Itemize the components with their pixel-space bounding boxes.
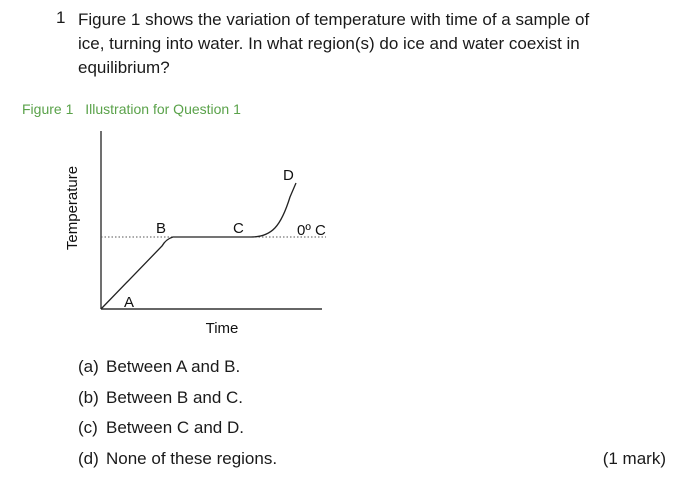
point-label-b: B (156, 220, 167, 237)
figure-caption-text: Illustration for Question 1 (85, 101, 241, 117)
question-number: 1 (56, 8, 66, 27)
option-b-text: Between B and C. (106, 388, 244, 407)
option-b-label: (b) (78, 388, 99, 407)
question-text: Figure 1 shows the variation of temperature with time of a sample of ice, turning into water. In what region(s) do ice and water coexist in equilibrium? (78, 10, 590, 77)
option-d-text: None of these regions. (106, 449, 278, 468)
point-label-d: D (283, 167, 294, 184)
option-b (78, 388, 243, 408)
option-c-text: Between C and D. (106, 418, 244, 437)
y-axis-label: Temperature (64, 165, 81, 251)
option-c (78, 418, 244, 438)
option-d-label: (d) (78, 449, 99, 468)
option-a-text: Between A and B. (106, 357, 241, 376)
figure-caption-label: Figure 1 (22, 101, 74, 117)
point-label-a: A (124, 294, 135, 311)
point-label-c: C (233, 220, 244, 237)
option-a (78, 357, 240, 377)
marks-label: (1 mark) (602, 449, 666, 468)
option-d (78, 449, 277, 469)
option-a-label: (a) (78, 357, 99, 376)
x-axis-label: Time (205, 320, 239, 337)
reference-label: 0º C (297, 222, 326, 239)
heating-curve (101, 183, 296, 309)
option-c-label: (c) (78, 418, 98, 437)
